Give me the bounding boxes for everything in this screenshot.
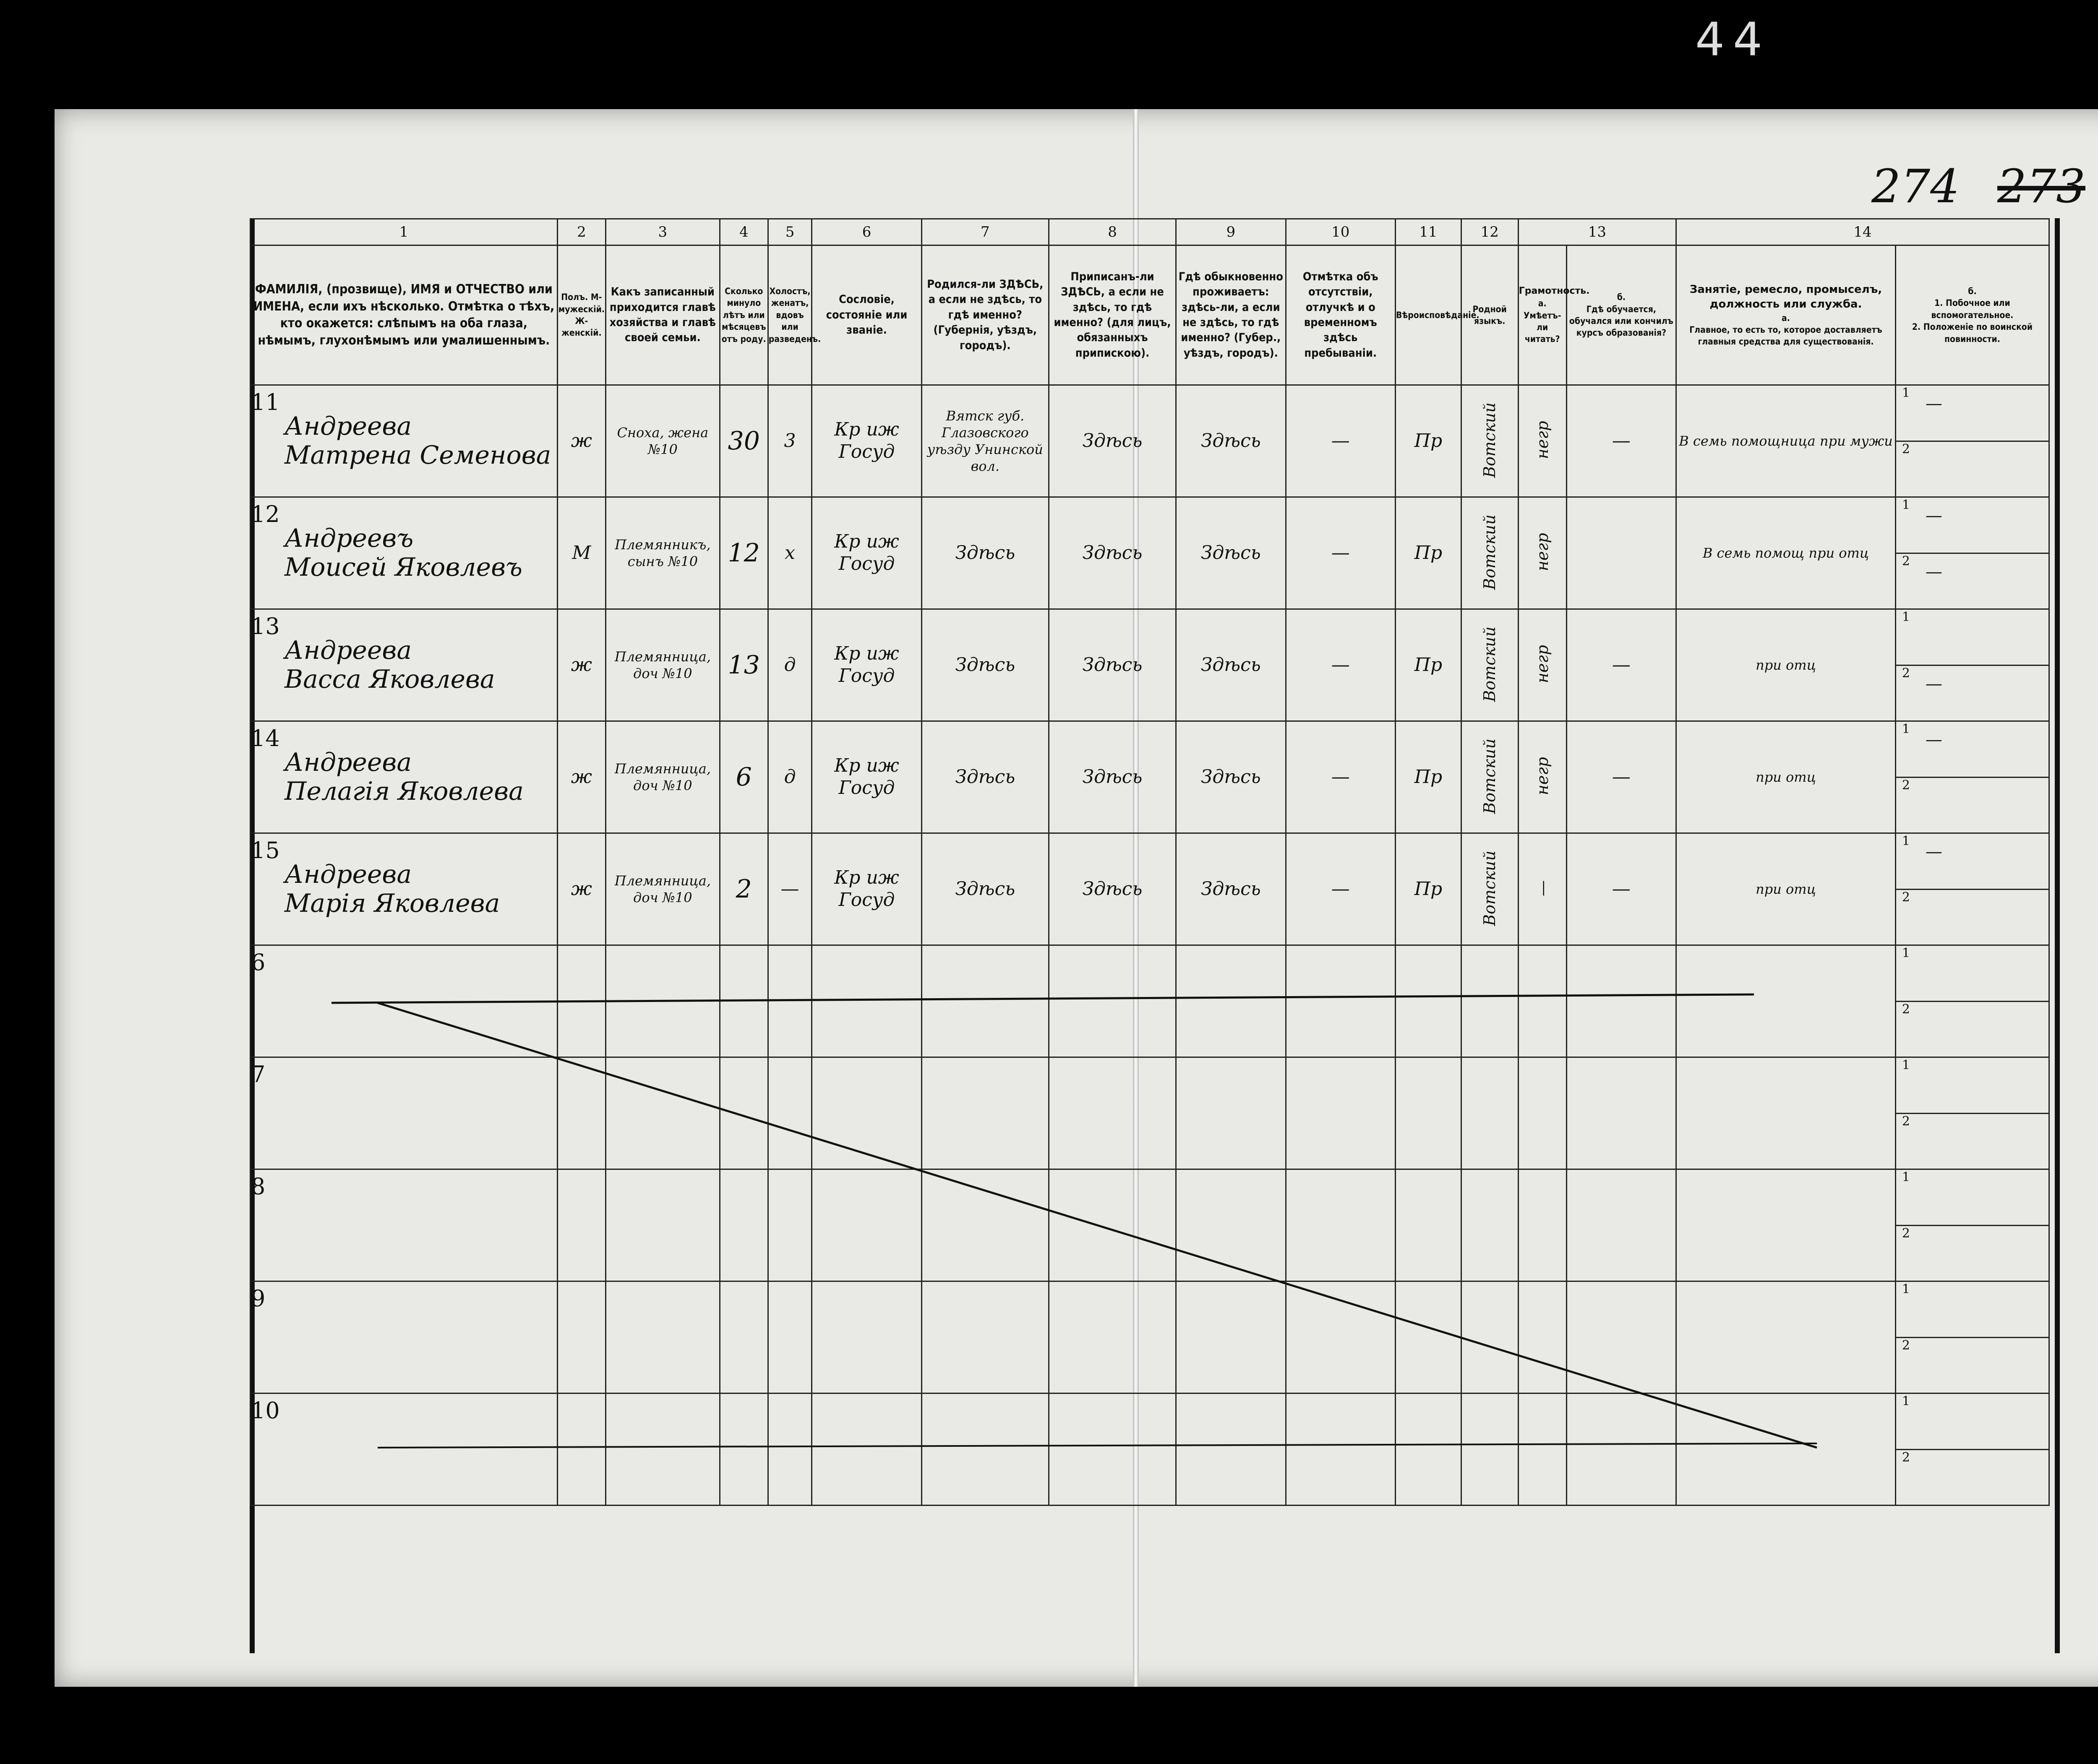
absence: —: [1286, 609, 1395, 721]
sub-line-2: [1896, 890, 2048, 945]
header-occupation-b-2: 2. Положеніе по воинской повинности.: [1912, 322, 2033, 344]
person-row: [251, 609, 2049, 721]
surname: Андреева: [284, 860, 412, 889]
header-age: Сколько минуло лѣтъ или мѣсяцевъ отъ роду.: [720, 245, 768, 385]
empty-row: [251, 1057, 2049, 1169]
sub-num-2: 2: [1902, 778, 1910, 793]
occupation-b-cell: [1895, 385, 2049, 497]
header-name: ФАМИЛІЯ, (прозвище), ИМЯ и ОТЧЕСТВО или ИМЕНА, если ихъ нѣсколько. Отмѣтка о тѣхъ, кто окажется: слѣпымъ на оба глаза, нѣмымъ, глухонѣмымъ или умалишеннымъ.: [251, 245, 558, 385]
age: 30: [720, 385, 768, 497]
sub-num-2: 2: [1902, 665, 1910, 681]
sub-num-1: 1: [1902, 722, 1910, 736]
literate: негр: [1533, 533, 1552, 571]
residence: Здѣсь: [1176, 833, 1286, 945]
residence: Здѣсь: [1176, 721, 1286, 833]
sub-line-1: 1: [1896, 1282, 2048, 1338]
person-row: [251, 721, 2049, 833]
row-number: 14: [251, 725, 280, 752]
header-literacy-b-letter: б.: [1617, 292, 1626, 303]
sub-value-2: —: [1925, 674, 1942, 694]
education: —: [1566, 609, 1676, 721]
language: Вотский: [1480, 851, 1499, 926]
sub-line-1: [1896, 610, 2048, 666]
sub-line-1: [1896, 498, 2048, 554]
row-number: 6: [251, 949, 266, 976]
name-cell: [251, 385, 558, 497]
row-number: 15: [251, 837, 280, 864]
sub-line-2: [1896, 666, 2048, 721]
empty-row: [251, 945, 2049, 1057]
row-number: 13: [251, 613, 280, 639]
sex: ж: [557, 833, 605, 945]
empty-row: [251, 1393, 2049, 1506]
education: —: [1566, 385, 1676, 497]
sub-line-2: [1896, 442, 2048, 497]
archive-mark: 44: [1695, 13, 1771, 66]
name-cell: [251, 833, 558, 945]
header-occupation-a-text: Главное, то есть то, которое доставляетъ главныя средства для существованія.: [1689, 324, 1882, 347]
empty-row: [251, 1281, 2049, 1393]
residence: Здѣсь: [1176, 385, 1286, 497]
given-names: Пелагія Яковлева: [284, 777, 524, 806]
name-cell: [251, 1169, 558, 1281]
sex: М: [557, 497, 605, 609]
colnum-10: 10: [1286, 219, 1395, 245]
birthplace: Здѣсь: [921, 833, 1049, 945]
header-religion: Вѣроисповѣданіе.: [1395, 245, 1461, 385]
row-number: 10: [251, 1397, 280, 1424]
sub-line-2: [1896, 778, 2048, 833]
religion: Пр: [1395, 833, 1461, 945]
registered: Здѣсь: [1049, 721, 1176, 833]
birthplace: Здѣсь: [921, 609, 1049, 721]
header-literacy-a: [1518, 245, 1590, 385]
header-registered: Приписанъ-ли ЗДѢСЬ, а если не здѣсь, то гдѣ именно? (для лицъ, обязанныхъ припискою).: [1049, 245, 1176, 385]
literate-cell: [1518, 609, 1566, 721]
sub-value-2: —: [1925, 562, 1942, 582]
absence: —: [1286, 497, 1395, 609]
person-row: [251, 385, 2049, 497]
literate-cell: [1518, 385, 1566, 497]
header-absence: Отмѣтка объ отсутствіи, отлучкѣ и о временномъ здѣсь пребываніи.: [1286, 245, 1395, 385]
sub-line-1: 1: [1896, 946, 2048, 1002]
relation: Племянница, доч №10: [605, 721, 720, 833]
literate-cell: [1518, 497, 1566, 609]
residence: Здѣсь: [1176, 609, 1286, 721]
marital: д: [768, 609, 812, 721]
given-names: Матрена Семенова: [284, 441, 551, 470]
literate: —: [1533, 880, 1552, 896]
marital: —: [768, 833, 812, 945]
literate: негр: [1533, 757, 1552, 796]
education: —: [1566, 721, 1676, 833]
absence: —: [1286, 385, 1395, 497]
estate: Кр иж Госуд: [812, 497, 921, 609]
name-cell: [251, 1393, 558, 1506]
relation: Племянникъ, сынъ №10: [605, 497, 720, 609]
sex: ж: [557, 609, 605, 721]
relation: Племянница, доч №10: [605, 833, 720, 945]
occupation-b-cell: [1895, 833, 2049, 945]
person-row: [251, 497, 2049, 609]
census-table: [250, 218, 2050, 1506]
occupation: при отц: [1676, 833, 1896, 945]
header-birthplace: Родился-ли ЗДѢСЬ, а если не здѣсь, то гдѣ именно? (Губернія, уѣздъ, городъ).: [921, 245, 1049, 385]
row-number: 8: [251, 1173, 266, 1200]
header-literacy-b-text: Гдѣ обучается, обучался или кончилъ курсъ образованія?: [1569, 304, 1673, 338]
header-literacy-b: [1566, 245, 1676, 385]
absence: —: [1286, 721, 1395, 833]
language: Вотский: [1480, 514, 1499, 590]
colnum-7: 7: [921, 219, 1049, 245]
sub-line-1: [1896, 386, 2048, 442]
religion: Пр: [1395, 385, 1461, 497]
language-cell: [1461, 833, 1518, 945]
literate: негр: [1533, 645, 1552, 684]
header-row: [251, 245, 2049, 385]
header-literacy-group: Грамотность.: [1519, 286, 1590, 297]
occupation-b-cell: [1895, 1281, 2049, 1393]
birthplace: Вятск губ. Глазовского уѣзду Унинской вол.: [921, 385, 1049, 497]
colnum-9: 9: [1176, 219, 1286, 245]
sub-value-1: —: [1925, 842, 1942, 861]
relation: Сноха, жена №10: [605, 385, 720, 497]
language: Вотский: [1480, 626, 1499, 702]
sub-line-2: [1896, 554, 2048, 609]
occupation-b-cell: [1895, 497, 2049, 609]
colnum-4: 4: [720, 219, 768, 245]
sub-value-1: —: [1925, 506, 1942, 525]
name-cell: [251, 945, 558, 1057]
sub-value-1: —: [1925, 730, 1942, 749]
column-numbers-row: [251, 219, 2049, 245]
sub-line-2: 2: [1902, 1450, 1910, 1465]
header-occupation-a: [1676, 245, 1896, 385]
birthplace: Здѣсь: [921, 721, 1049, 833]
relation: Племянница, доч №10: [605, 609, 720, 721]
marital: д: [768, 721, 812, 833]
header-estate: Сословіе, состояніе или званіе.: [812, 245, 921, 385]
colnum-5: 5: [768, 219, 812, 245]
colnum-13: 13: [1518, 219, 1676, 245]
name-cell: [251, 1057, 558, 1169]
occupation-b-cell: [1895, 945, 2049, 1057]
surname: Андреева: [284, 636, 412, 665]
occupation-b-cell: [1895, 1169, 2049, 1281]
header-marital: Холостъ, женатъ, вдовъ или разведенъ.: [768, 245, 812, 385]
sub-line-2: 2: [1902, 1226, 1910, 1241]
sub-line-1: 1: [1896, 1394, 2048, 1450]
birthplace: Здѣсь: [921, 497, 1049, 609]
name-cell: [251, 1281, 558, 1393]
language: Вотский: [1480, 738, 1499, 814]
occupation-b-cell: [1895, 1393, 2049, 1506]
sub-line-1: [1896, 722, 2048, 778]
sub-num-1: 1: [1902, 610, 1910, 624]
colnum-12: 12: [1461, 219, 1518, 245]
sub-num-2: 2: [1902, 553, 1910, 569]
registered: Здѣсь: [1049, 833, 1176, 945]
sub-num-1: 1: [1902, 386, 1910, 400]
education: —: [1566, 833, 1676, 945]
given-names: Марія Яковлева: [284, 889, 500, 918]
registered: Здѣсь: [1049, 609, 1176, 721]
sex: ж: [557, 721, 605, 833]
sub-line-2: 2: [1902, 1114, 1910, 1129]
colnum-3: 3: [605, 219, 720, 245]
literate-cell: [1518, 721, 1566, 833]
surname: Андреева: [284, 412, 412, 441]
estate: Кр иж Госуд: [812, 833, 921, 945]
empty-row: [251, 1169, 2049, 1281]
registered: Здѣсь: [1049, 497, 1176, 609]
sub-num-2: 2: [1902, 441, 1910, 457]
sub-line-1: 1: [1896, 1170, 2048, 1226]
header-occupation-b-letter: б.: [1968, 286, 1977, 297]
header-language: Родной языкъ.: [1461, 245, 1518, 385]
header-occupation-b: [1895, 245, 2049, 385]
sub-line-1: [1896, 834, 2048, 890]
sub-num-1: 1: [1902, 498, 1910, 512]
row-number: 11: [251, 389, 280, 415]
occupation-b-cell: [1895, 721, 2049, 833]
colnum-8: 8: [1049, 219, 1176, 245]
age: 12: [720, 497, 768, 609]
sub-value-1: —: [1925, 394, 1942, 413]
marital: х: [768, 497, 812, 609]
sub-num-2: 2: [1902, 890, 1910, 905]
given-names: Васса Яковлева: [284, 665, 495, 694]
sub-line-2: 2: [1902, 1338, 1910, 1353]
occupation: при отц: [1676, 721, 1896, 833]
page-number-new: 274: [1871, 159, 1960, 213]
header-occupation-b-1: 1. Побочное или вспомогательное.: [1931, 298, 2014, 320]
age: 2: [720, 833, 768, 945]
occupation: В семь помощ при отц: [1676, 497, 1896, 609]
literate: негр: [1533, 421, 1552, 459]
language-cell: [1461, 609, 1518, 721]
row-number: 7: [251, 1061, 266, 1088]
surname: Андреевъ: [284, 524, 414, 553]
header-relation: Какъ записанный приходится главѣ хозяйства и главѣ своей семьи.: [605, 245, 720, 385]
literate-cell: [1518, 833, 1566, 945]
name-cell: [251, 721, 558, 833]
given-names: Моисей Яковлевъ: [284, 553, 522, 582]
colnum-6: 6: [812, 219, 921, 245]
estate: Кр иж Госуд: [812, 385, 921, 497]
header-residence: Гдѣ обыкновенно проживаетъ: здѣсь-ли, а если не здѣсь, то гдѣ именно? (Губер., уѣздъ, городъ).: [1176, 245, 1286, 385]
occupation: при отц: [1676, 609, 1896, 721]
age: 13: [720, 609, 768, 721]
occupation-b-cell: [1895, 1057, 2049, 1169]
occupation: В семь помощница при мужи: [1676, 385, 1896, 497]
header-occupation-a-letter: а.: [1782, 313, 1790, 323]
language: Вотский: [1480, 402, 1499, 478]
language-cell: [1461, 497, 1518, 609]
absence: —: [1286, 833, 1395, 945]
residence: Здѣсь: [1176, 497, 1286, 609]
colnum-11: 11: [1395, 219, 1461, 245]
estate: Кр иж Госуд: [812, 721, 921, 833]
page-number-old: 273: [1997, 159, 2085, 213]
colnum-14: 14: [1676, 219, 2049, 245]
colnum-2: 2: [557, 219, 605, 245]
sub-line-1: 1: [1896, 1058, 2048, 1114]
occupation-b-cell: [1895, 609, 2049, 721]
header-sex: Полъ. М-мужескій. Ж-женскій.: [557, 245, 605, 385]
registered: Здѣсь: [1049, 385, 1176, 497]
sex: ж: [557, 385, 605, 497]
person-row: [251, 833, 2049, 945]
sub-line-2: 2: [1902, 1002, 1910, 1017]
sub-num-1: 1: [1902, 834, 1910, 848]
language-cell: [1461, 385, 1518, 497]
religion: Пр: [1395, 609, 1461, 721]
header-literacy-a-letter: а.: [1538, 298, 1547, 309]
religion: Пр: [1395, 497, 1461, 609]
row-number: 9: [251, 1285, 266, 1312]
education: [1566, 497, 1676, 609]
row-number: 12: [251, 501, 280, 527]
marital: 3: [768, 385, 812, 497]
surname: Андреева: [284, 748, 412, 777]
name-cell: [251, 609, 558, 721]
age: 6: [720, 721, 768, 833]
estate: Кр иж Госуд: [812, 609, 921, 721]
language-cell: [1461, 721, 1518, 833]
religion: Пр: [1395, 721, 1461, 833]
header-occupation-group: Занятіе, ремесло, промыселъ, должность или служба.: [1689, 283, 1882, 311]
name-cell: [251, 497, 558, 609]
header-literacy-a-text: Умѣетъ-ли читать?: [1523, 310, 1561, 344]
colnum-1: 1: [251, 219, 558, 245]
